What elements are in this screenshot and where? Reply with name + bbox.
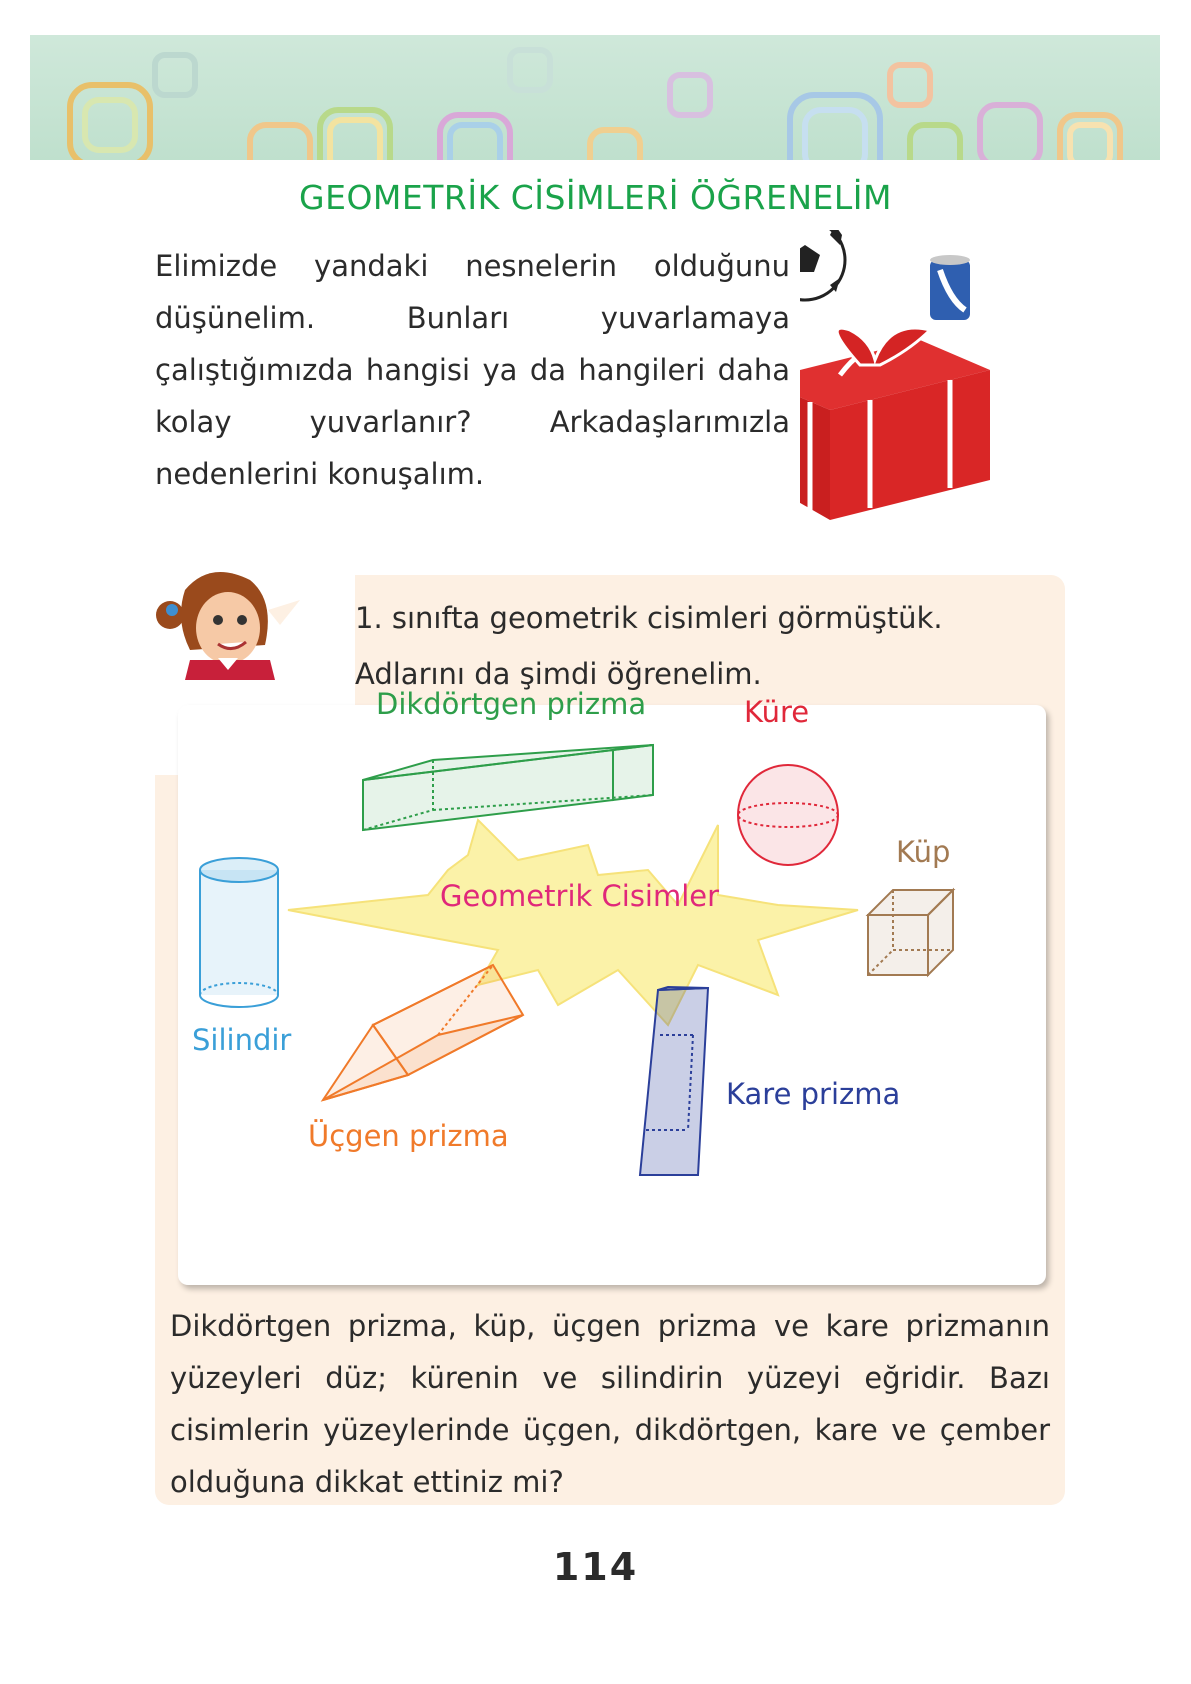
- cylinder-shape: [200, 858, 278, 1007]
- cube-shape: [868, 890, 953, 975]
- page-number: 114: [552, 1545, 639, 1589]
- header-banner: [30, 35, 1160, 160]
- label-center: Geometrik Cisimler: [440, 879, 720, 913]
- diagram-drawing: [178, 705, 1046, 1285]
- outro-paragraph: Dikdörtgen prizma, küp, üçgen prizma ve kare prizmanın yüzeyleri düz; kürenin ve silindirin yüzeyi eğridir. Bazı cisimlerin yüzeylerinde üçgen, dikdörtgen, kare ve çember olduğuna dikkat ettiniz mi?: [170, 1309, 1050, 1499]
- soccer-ball-icon: [800, 230, 845, 300]
- sphere-shape: [738, 765, 838, 865]
- intro-paragraph: Elimizde yandaki nesnelerin olduğunu düşünelim. Bunları yuvarlamaya çalıştığımızda hangisi ya da hangileri daha kolay yuvarlanır? Arkadaşlarımızla nedenlerini konuşalım.: [155, 249, 790, 491]
- girl-avatar: [150, 570, 300, 680]
- gift-box-icon: [800, 328, 990, 520]
- speech-bubble-text: 1. sınıfta geometrik cisimleri görmüştük. Adlarını da şimdi öğrenelim.: [355, 601, 943, 691]
- page-title: GEOMETRİK CİSİMLERİ ÖĞRENELİM: [299, 178, 892, 217]
- rolling-objects-illustration: [800, 230, 1000, 540]
- label-cylinder: Silindir: [192, 1023, 292, 1057]
- tri-prism-shape: [323, 965, 523, 1100]
- banner-pattern: [30, 35, 1160, 160]
- label-sphere: Küre: [744, 695, 810, 729]
- geometric-shapes-diagram: [178, 687, 1046, 1285]
- square-prism-shape: [640, 987, 708, 1175]
- label-tri-prism: Üçgen prizma: [308, 1119, 509, 1153]
- label-cube: Küp: [896, 835, 951, 869]
- label-rect-prism: Dikdörtgen prizma: [376, 687, 647, 721]
- label-square-prism: Kare prizma: [726, 1077, 901, 1111]
- soda-can-icon: [930, 255, 970, 320]
- rect-prism-shape: [363, 745, 653, 830]
